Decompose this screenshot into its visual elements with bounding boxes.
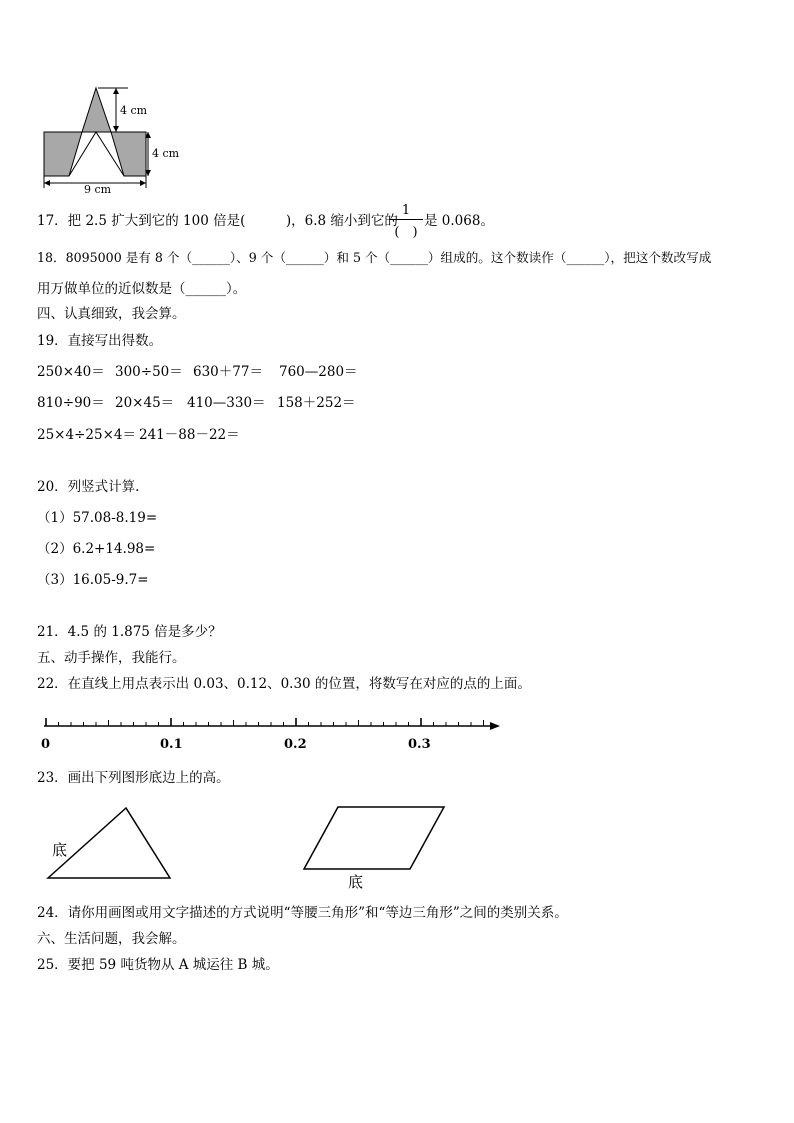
calc-item: 760—280＝ xyxy=(279,364,358,380)
q19-title: 19．直接写出得数。 xyxy=(37,333,163,349)
calc-item: 158＋252＝ xyxy=(277,395,356,411)
fraction-numerator: 1 xyxy=(401,203,411,218)
q20-item: （1）57.08-8.19= xyxy=(37,510,158,526)
calc-item: 300÷50＝ xyxy=(115,364,183,380)
q20-item: （2）6.2+14.98= xyxy=(37,541,156,557)
q23-text: 23．画出下列图形底边上的高。 xyxy=(37,770,230,786)
upper-triangle xyxy=(82,88,111,132)
tick-marks xyxy=(46,718,484,726)
triangle-figure xyxy=(40,800,180,885)
calc-item: 410—330＝ xyxy=(187,395,266,411)
q18-line1: 18．8095000 是有 8 个（______）、9 个（______）和 5 个（______）组成的。这个数读作（______），把这个数改写成 xyxy=(37,250,712,265)
dim-width: 9 cm xyxy=(84,183,112,195)
q17-part1: 17．把 2.5 扩大到它的 100 倍是( )，6.8 缩小到它的 xyxy=(37,213,398,229)
q17-part2: 是 0.068。 xyxy=(424,213,494,229)
parallelogram-base-label: 底 xyxy=(348,873,364,891)
calc-item: 250×40＝ xyxy=(37,364,105,380)
fraction-denominator: ( ) xyxy=(394,225,418,240)
number-line xyxy=(38,706,508,754)
calc-item: 810÷90＝ xyxy=(37,395,105,411)
q22-text: 22．在直线上用点表示出 0.03、0.12、0.30 的位置，将数写在对应的点的上面。 xyxy=(37,676,531,692)
tick-label-0: 0 xyxy=(41,737,51,752)
calc-item: 630＋77＝ xyxy=(193,364,263,380)
section-4-heading: 四、认真细致，我会算。 xyxy=(37,306,186,322)
tick-label-0.3: 0.3 xyxy=(408,737,431,752)
q17-fraction xyxy=(389,203,423,240)
q20-item: （3）16.05-9.7= xyxy=(37,572,149,588)
tick-label-0.1: 0.1 xyxy=(160,737,183,752)
q18-line2: 用万做单位的近似数是（______）。 xyxy=(37,281,247,297)
composite-shape-figure xyxy=(36,80,196,195)
calc-item: 25×4÷25×4＝ xyxy=(37,427,136,443)
tick-label-0.2: 0.2 xyxy=(284,737,307,752)
dim-right-height: 4 cm xyxy=(152,147,180,160)
q24-text: 24．请你用画图或用文字描述的方式说明“等腰三角形”和“等边三角形”之间的类别关系。 xyxy=(37,905,568,921)
q25-text: 25．要把 59 吨货物从 A 城运往 B 城。 xyxy=(37,957,279,973)
q20-title: 20．列竖式计算. xyxy=(37,479,140,495)
parallelogram-figure xyxy=(298,803,453,893)
section-6-heading: 六、生活问题，我会解。 xyxy=(37,931,186,947)
calc-item: 20×45＝ xyxy=(115,395,175,411)
section-5-heading: 五、动手操作，我能行。 xyxy=(37,650,186,666)
q21-text: 21．4.5 的 1.875 倍是多少？ xyxy=(37,624,222,640)
triangle-base-label: 底 xyxy=(52,841,68,859)
calc-item: 241－88－22＝ xyxy=(139,427,240,443)
dim-top-height: 4 cm xyxy=(120,104,148,117)
